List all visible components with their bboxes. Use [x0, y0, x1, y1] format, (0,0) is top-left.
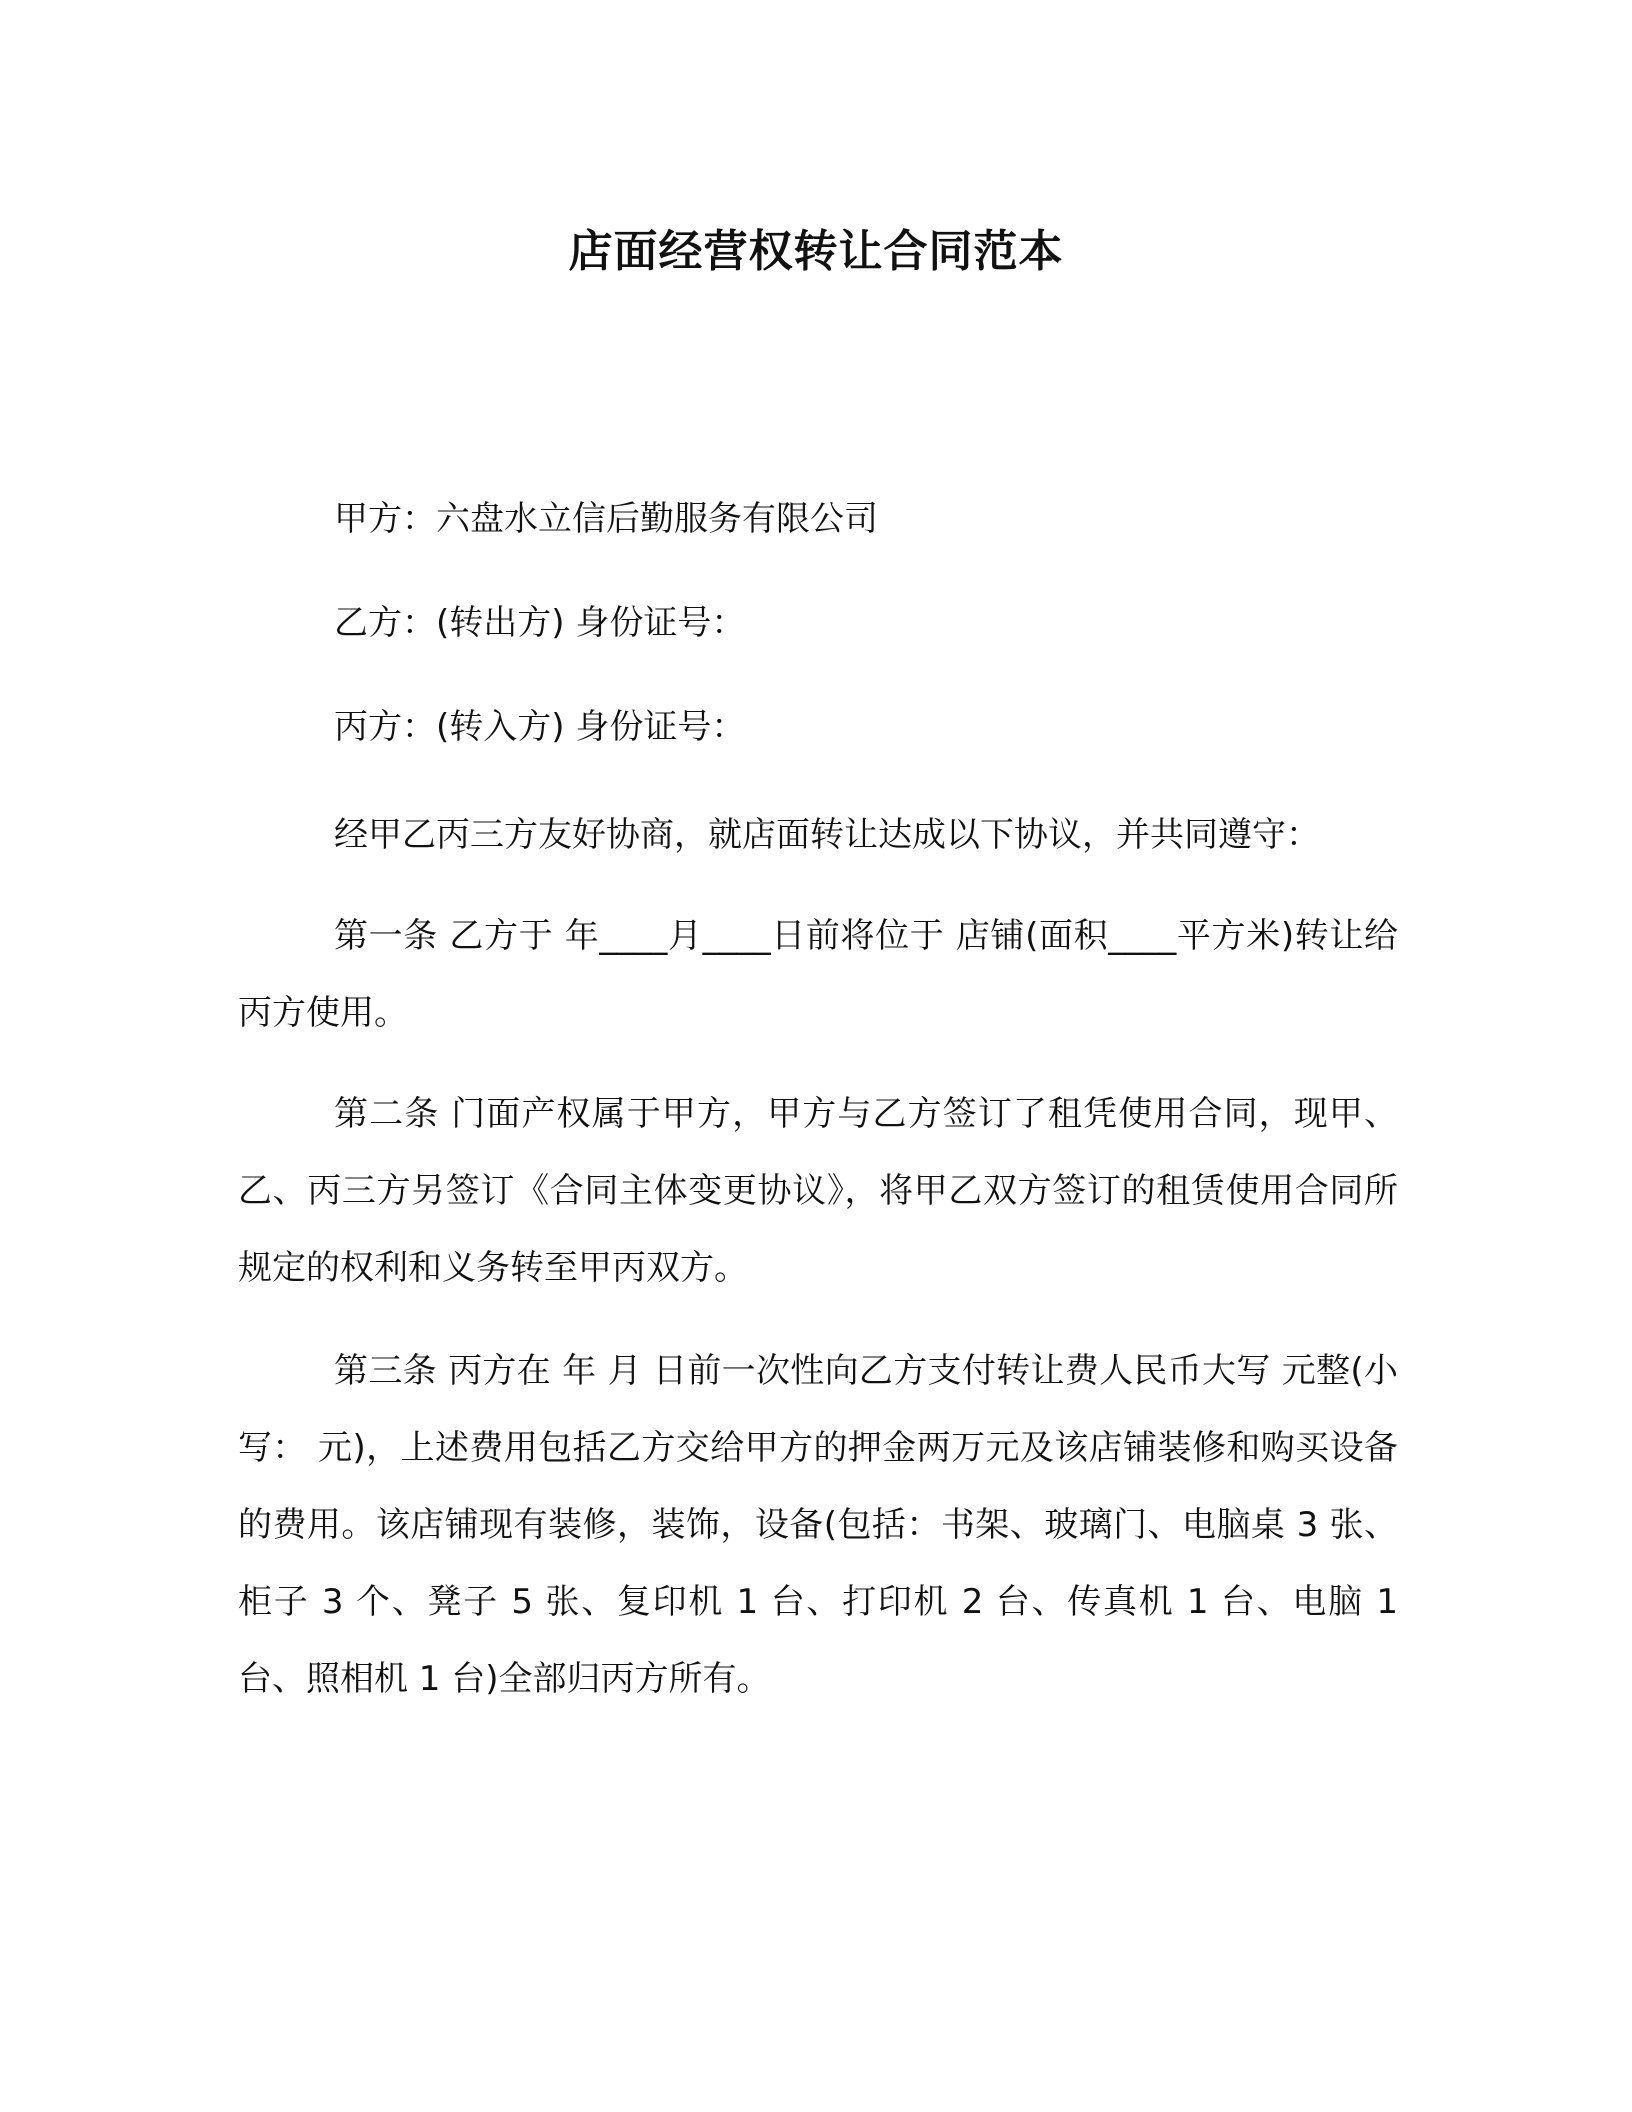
document-title: 店面经营权转让合同范本 — [568, 226, 1064, 277]
party-c-line: 丙方：(转入方) 身份证号： — [334, 707, 746, 747]
article-3-paragraph: 第三条 丙方在 年 月 日前一次性向乙方支付转让费人民币大写 元整(小写： 元)，上述费用包括乙方交给甲方的押金两万元及该店铺装修和购买设备的费用。该店铺现有装修，装饰，设备(包括：书架、玻璃门、电脑桌 3 张、柜子 3 个、凳子 5 张、复印机 1 台、打印机 2 台、传真机 1 台、电脑 1 台、照相机 1 台)全部归丙方所有。 — [238, 1351, 1398, 1699]
article-2-paragraph: 第二条 门面产权属于甲方，甲方与乙方签订了租凭使用合同，现甲、乙、丙三方另签订《合同主体变更协议》，将甲乙双方签订的租赁使用合同所规定的权利和义务转至甲丙双方。 — [238, 1094, 1398, 1288]
party-a-line: 甲方：六盘水立信后勤服务有限公司 — [334, 499, 878, 539]
article-1-paragraph: 第一条 乙方于 年____月____日前将位于 店铺(面积____平方米)转让给丙方使用。 — [238, 916, 1398, 1033]
intro-paragraph: 经甲乙丙三方友好协商，就店面转让达成以下协议，并共同遵守： — [334, 815, 1320, 855]
party-b-line: 乙方：(转出方) 身份证号： — [334, 603, 746, 643]
